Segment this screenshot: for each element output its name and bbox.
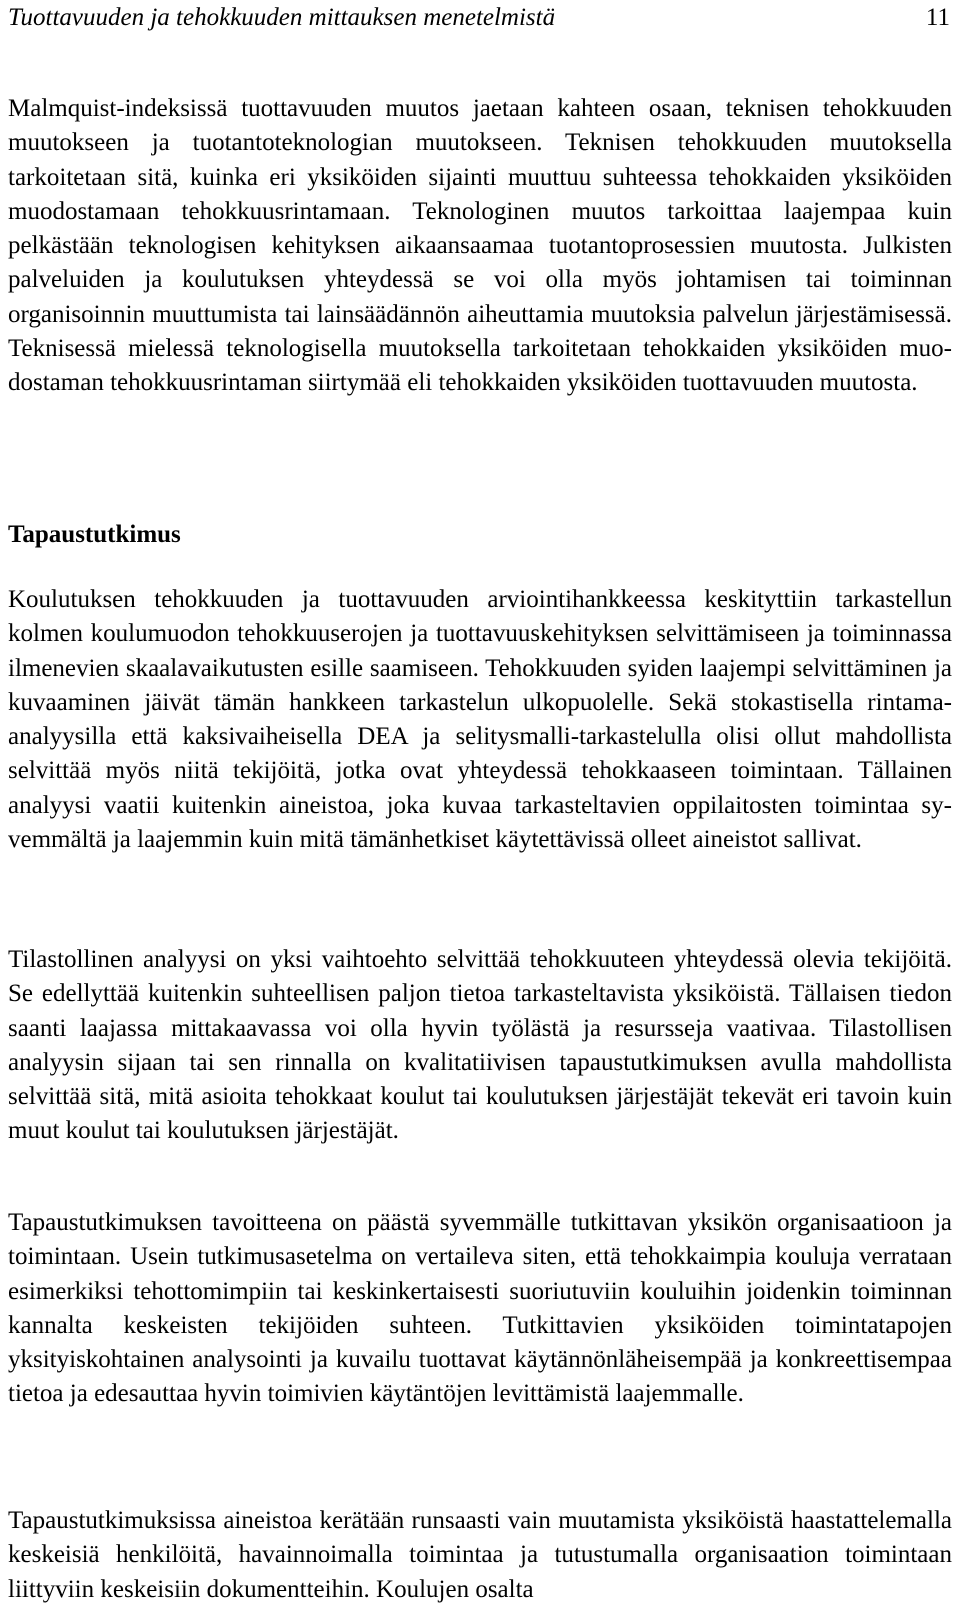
section-heading: Tapaustutkimus (8, 521, 181, 548)
header-title: Tuottavuuden ja tehokkuuden mittauksen menetelmistä (8, 4, 556, 31)
paragraph-data-collection: Tapaustutkimuksissa aineistoa kerätään runsaasti vain muutamista yksiköistä haastattelemalla keskeisiä henkilöitä, havainnoimalla toimintaa ja tutustumalla organisaation toimintaan liittyviin keskeisiin dokumentteihin. Koulujen osalta (8, 1507, 952, 1603)
paragraph-case-study-goal: Tapaustutkimuksen tavoitteena on päästä syvemmälle tutkittavan yksikön organisaatioon ja toimintaan. Usein tutkimusasetelma on vertaileva siten, että tehokkaimpia kouluja verrataan esimerkiksi tehottomimpiin tai keskinkertaisesti suoriutuviin kouluihin joidenkin toiminnan kannalta keskeisten tekijöiden suhteen. Tutkittavien yksiköiden toimintatapojen yksityiskohtainen analysointi ja kuvailu tuottavat käytännönläheisempää ja konkreettisempaa tietoa ja edesauttaa hyvin toimivien käytäntöjen levittämistä laajemmalle. (8, 1209, 952, 1408)
paragraph-case-study-intro: Koulutuksen tehokkuuden ja tuottavuuden arviointihankkeessa keskityttiin tarkastellun kolmen koulumuodon tehokkuuserojen ja tuottavuuskehityksen selvittämiseen ja toiminnassa ilmenevien skaalavaikutusten esille saamiseen. Tehokkuuden syiden laajempi selvittäminen ja kuvaaminen jäivät tämän hankkeen tarkastelun ulkopuolelle. Sekä stokastisella rintama-analyysilla että kaksivaiheisella DEA ja selitysmalli-tarkastelulla olisi ollut mahdollista selvittää myös niitä tekijöitä, jotka ovat yhteydessä tehokkaaseen toimintaan. Tällainen analyysi vaatii kuitenkin aineistoa, joka kuvaa tarkasteltavien oppilaitosten toimintaa syvemmältä ja laajemmin kuin mitä tämänhetkiset käytettävissä olleet aineistot sallivat. (8, 586, 952, 854)
paragraph-statistical-analysis: Tilastollinen analyysi on yksi vaihtoehto selvittää tehokkuuteen yhteydessä olevia tekijöitä. Se edellyttää kuitenkin suhteellisen paljon tietoa tarkasteltavista yksiköistä. Tällaisen tiedon saanti laajassa mittakaavassa voi olla hyvin työlästä ja resursseja vaativaa. Tilastollisen analyysin sijaan tai sen rinnalla on kvalitatiivisen tapaustutkimuksen avulla mahdollista selvittää sitä, mitä asioita tehokkaat koulut tai koulutuksen järjestäjät tekevät eri tavoin kuin muut koulut tai koulutuksen järjestäjät. (8, 946, 952, 1145)
page-number: 11 (925, 4, 950, 31)
running-header (8, 2, 952, 34)
paragraph-malmquist: Malmquist-indeksissä tuottavuuden muutos jaetaan kahteen osaan, teknisen tehokkuuden muutokseen ja tuotantoteknologian muutokseen. Teknisen tehokkuuden muutoksella tarkoitetaan sitä, kuinka eri yksiköiden sijainti muuttuu suhteessa tehokkaiden yksiköiden muodostamaan tehokkuusrintamaan. Teknologinen muutos tarkoittaa laajempaa kuin pelkästään teknologisen kehityksen aikaansaamaa tuotantoprosessien muutosta. Julkisten palveluiden ja koulutuksen yhteydessä se voi olla myös johtamisen tai toiminnan organisoinnin muuttumista tai lainsäädännön aiheuttamia muutoksia palvelun järjestämisessä. Teknisessä mielessä teknologisella muutoksella tarkoitetaan tehokkaiden yksiköiden muodostaman tehokkuusrintaman siirtymää eli tehokkaiden yksiköiden tuottavuuden muutosta. (8, 95, 952, 397)
